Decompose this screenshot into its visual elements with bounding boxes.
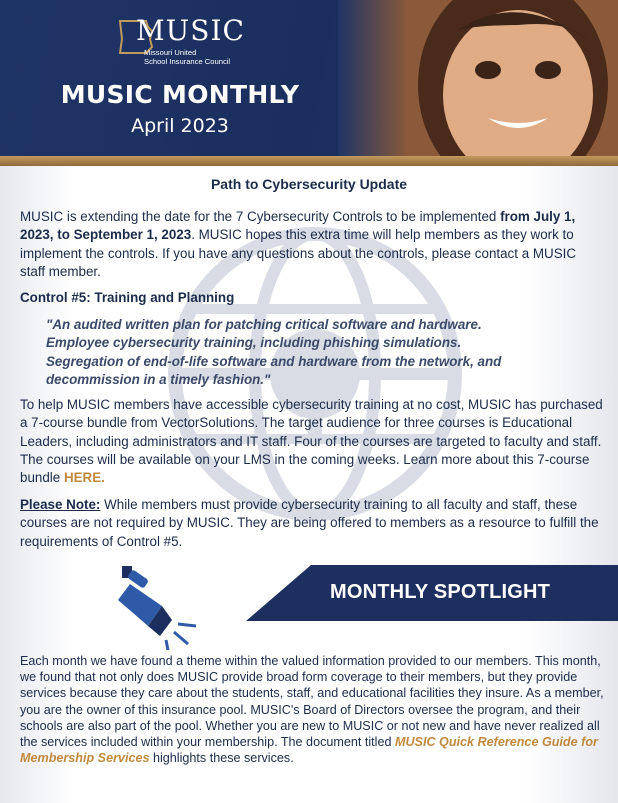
quote-line: Segregation of end-of-life software and hardware from the network, and xyxy=(46,353,502,369)
logo-sub-line1: Missouri United xyxy=(144,48,197,57)
newsletter-header xyxy=(0,0,618,158)
gold-divider xyxy=(0,156,618,166)
spotlight-text-a: Each month we have found a theme within the valued information provided to our members. This month, we found that not only does MUSIC provide broad form coverage to their members, but they provide services because they care about the students, staff, and educational facilities they insure. As a member, you are the owner of this insurance pool. MUSIC's Board of Directors oversee the program, and their schools are also part of the pool. Whether you are new to MUSIC or not new and have never realized all the services included within your membership. The document titled xyxy=(20,654,604,750)
child-photo xyxy=(338,0,618,158)
note-label: Please Note: xyxy=(20,497,101,512)
training-paragraph xyxy=(20,396,603,487)
note-paragraph xyxy=(20,496,603,551)
reference-guide-link[interactable]: MUSIC Quick Reference Guide for Membership Services xyxy=(20,735,598,766)
newsletter-title: MUSIC MONTHLY xyxy=(60,80,300,109)
newsletter-date: April 2023 xyxy=(131,115,229,137)
quote-line: decommission in a timely fashion." xyxy=(46,371,271,387)
quote-line: Employee cybersecurity training, including phishing simulations. xyxy=(46,335,462,351)
spotlight-text-b: highlights these services. xyxy=(149,751,294,766)
intro-paragraph xyxy=(20,208,603,281)
logo-sub-line2: School Insurance Council xyxy=(144,57,231,66)
section-heading: Path to Cybersecurity Update xyxy=(210,176,408,192)
intro-text-b: . MUSIC hopes this extra time will help members as they work to implement the controls. If you have any questions about the controls, please contact a MUSIC staff member. xyxy=(20,227,577,279)
control-quote xyxy=(46,316,566,389)
intro-date-range: from July 1, 2023, to September 1, 2023 xyxy=(20,209,576,243)
logo-subtitle xyxy=(144,48,254,66)
bundle-link[interactable]: HERE. xyxy=(63,470,105,486)
note-text: While members must provide cybersecurity training to all faculty and staff, these courses are not required by MUSIC. They are being offered to members as a resource to fulfill the requirements of Control #5. xyxy=(20,497,599,549)
logo-word: MUSIC xyxy=(136,14,245,47)
spotlight-title: MONTHLY SPOTLIGHT xyxy=(330,581,551,603)
spotlight-icon xyxy=(104,560,204,650)
quote-line: "An audited written plan for patching critical software and hardware. xyxy=(46,317,482,332)
intro-text-a: MUSIC is extending the date for the 7 Cybersecurity Controls to be implemented xyxy=(20,209,501,224)
music-logo xyxy=(116,14,245,66)
training-text: To help MUSIC members have accessible cybersecurity training at no cost, MUSIC has purchased a 7-course bundle from VectorSolutions. The target audience for three courses is Educational Leaders, including administrators and IT staff. Four of the courses are targeted to faculty and staff. The courses will be available on your LMS in the coming weeks. Learn more about this 7-course bundle xyxy=(20,397,603,486)
spotlight-paragraph xyxy=(20,653,610,766)
control-heading: Control #5: Training and Planning xyxy=(20,290,235,305)
